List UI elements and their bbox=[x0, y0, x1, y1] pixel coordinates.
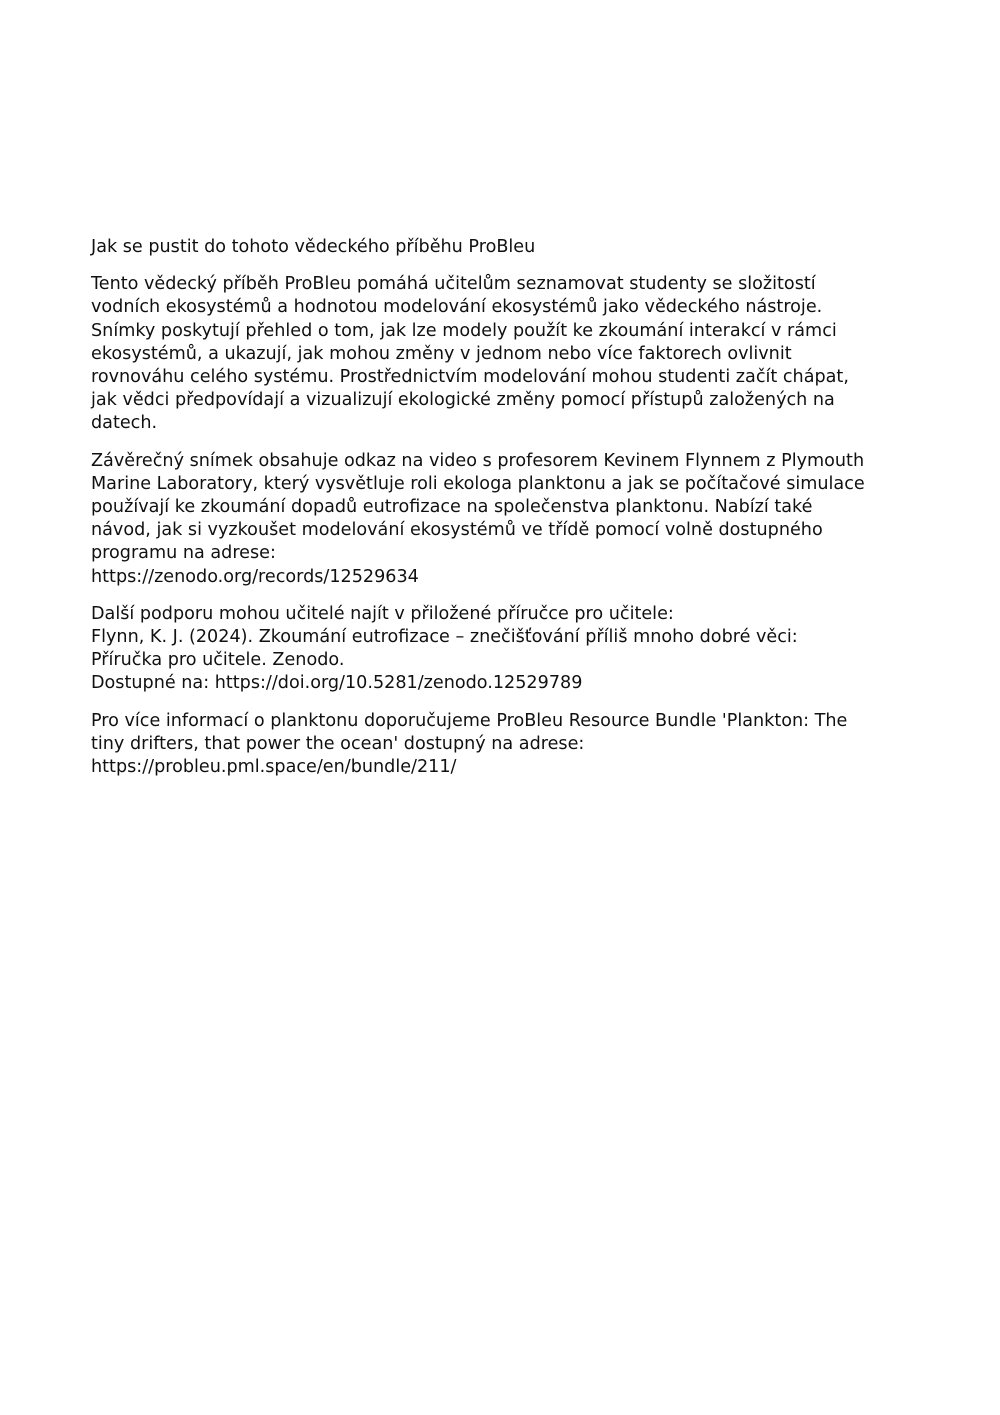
section-heading bbox=[91, 236, 921, 259]
text-line: ekosystémů, a ukazují, jak mohou změny v jednom nebo více faktorech ovlivnit bbox=[91, 343, 792, 364]
paragraph-intro bbox=[91, 273, 921, 435]
text-line: programu na adrese: bbox=[91, 543, 276, 564]
text-line: rovnováhu celého systému. Prostřednictvím modelování mohou studenti začít chápat, bbox=[91, 367, 849, 388]
citation-line: Příručka pro učitele. Zenodo. bbox=[91, 650, 345, 671]
text-line: Snímky poskytují přehled o tom, jak lze modely použít ke zkoumání interakcí v rámci bbox=[91, 320, 837, 341]
text-line: datech. bbox=[91, 413, 158, 434]
text-line: návod, jak si vyzkoušet modelování ekosystémů ve třídě pomocí volně dostupného bbox=[91, 520, 823, 541]
document-body bbox=[91, 236, 921, 793]
paragraph-teacher-guide bbox=[91, 603, 921, 696]
doi-link[interactable]: Dostupné na: https://doi.org/10.5281/zenodo.12529789 bbox=[91, 673, 583, 694]
text-line: tiny drifters, that power the ocean' dostupný na adrese: bbox=[91, 733, 585, 754]
text-line: vodních ekosystémů a hodnotou modelování ekosystémů jako vědeckého nástroje. bbox=[91, 297, 823, 318]
text-line: používají ke zkoumání dopadů eutrofizace na společenstva planktonu. Nabízí také bbox=[91, 497, 813, 518]
text-line: Pro více informací o planktonu doporučujeme ProBleu Resource Bundle 'Plankton: The bbox=[91, 710, 848, 731]
paragraph-plankton-bundle bbox=[91, 710, 921, 780]
bundle-link[interactable]: https://probleu.pml.space/en/bundle/211/ bbox=[91, 757, 457, 778]
text-line: Tento vědecký příběh ProBleu pomáhá učitelům seznamovat studenty se složitostí bbox=[91, 274, 816, 295]
zenodo-records-link[interactable]: https://zenodo.org/records/12529634 bbox=[91, 566, 419, 587]
text-line: Marine Laboratory, který vysvětluje roli ekologa planktonu a jak se počítačové simulace bbox=[91, 473, 865, 494]
text-line: jak vědci předpovídají a vizualizují ekologické změny pomocí přístupů založených na bbox=[91, 390, 835, 411]
heading-text: Jak se pustit do tohoto vědeckého příběhu ProBleu bbox=[91, 237, 536, 257]
citation-line: Flynn, K. J. (2024). Zkoumání eutrofizace – znečišťování příliš mnoho dobré věci: bbox=[91, 627, 798, 648]
paragraph-final-slide bbox=[91, 450, 921, 589]
text-line: Další podporu mohou učitelé najít v přiložené příručce pro učitele: bbox=[91, 603, 674, 624]
text-line: Závěrečný snímek obsahuje odkaz na video s profesorem Kevinem Flynnem z Plymouth bbox=[91, 450, 865, 471]
